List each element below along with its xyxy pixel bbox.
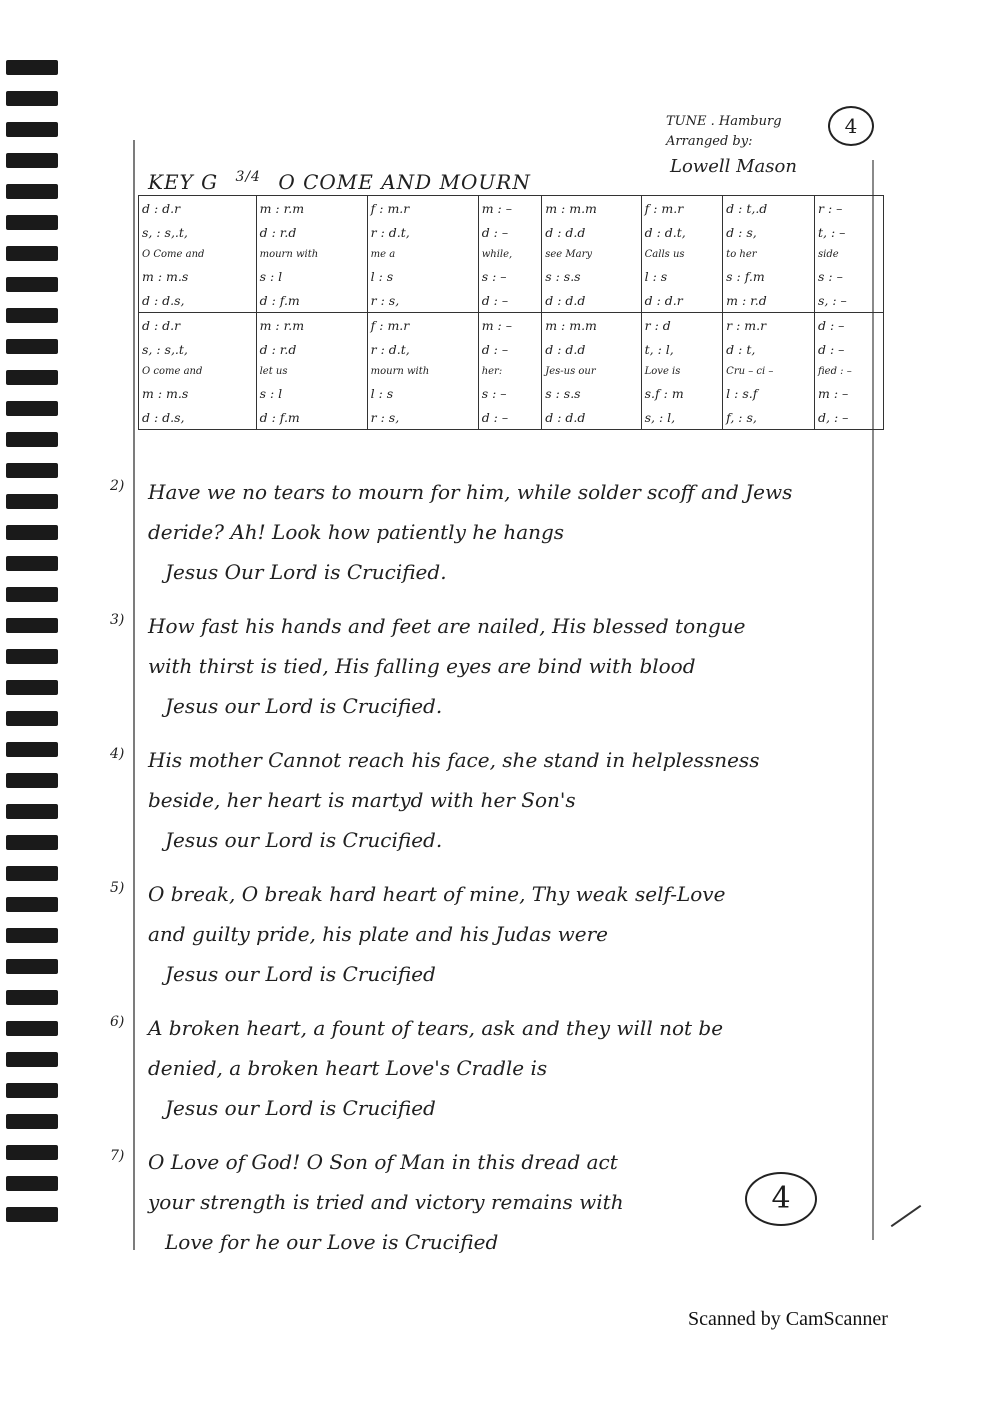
score-row <box>139 381 884 405</box>
verse-number: 5) <box>110 880 125 896</box>
binding-hole <box>6 494 58 509</box>
note-cell: m : r.m <box>256 313 367 338</box>
binding-hole <box>6 432 58 447</box>
score-row <box>139 220 884 244</box>
arranged-by-label: Arranged by: <box>666 134 753 149</box>
binding-hole <box>6 928 58 943</box>
note-cell: t, : l, <box>641 337 723 361</box>
note-cell: m : r.d <box>723 288 815 313</box>
corner-page-number: 4 <box>828 106 874 146</box>
note-cell: d : d.d <box>542 405 641 430</box>
note-cell: m : – <box>478 313 542 338</box>
binding-hole <box>6 60 58 75</box>
note-cell: t, : – <box>815 220 884 244</box>
binding-hole <box>6 215 58 230</box>
binding-hole <box>6 1021 58 1036</box>
binding-hole <box>6 897 58 912</box>
verse-line: deride? Ah! Look how patiently he hangs <box>148 520 565 544</box>
lyric-cell: Calls us <box>641 244 723 264</box>
lyric-cell: to her <box>723 244 815 264</box>
verse-line: Jesus our Lord is Crucified <box>165 1096 436 1120</box>
spiral-binding <box>0 60 62 1260</box>
binding-hole <box>6 959 58 974</box>
binding-hole <box>6 866 58 881</box>
score-row <box>139 264 884 288</box>
note-cell: d : d.s, <box>139 288 257 313</box>
lyric-cell: mourn with <box>256 244 367 264</box>
binding-hole <box>6 773 58 788</box>
note-cell: s : – <box>478 381 542 405</box>
score-row <box>139 361 884 381</box>
note-cell: d, : – <box>815 405 884 430</box>
binding-hole <box>6 91 58 106</box>
verse-line: your strength is tried and victory remains with <box>148 1190 624 1214</box>
verse-line: How fast his hands and feet are nailed, His blessed tongue <box>148 614 746 638</box>
note-cell: s : s.s <box>542 381 641 405</box>
binding-hole <box>6 525 58 540</box>
note-cell: m : – <box>815 381 884 405</box>
note-cell: d : – <box>815 313 884 338</box>
note-cell: m : m.s <box>139 381 257 405</box>
verse-line: Jesus our Lord is Crucified <box>165 962 436 986</box>
verse-line: O break, O break hard heart of mine, Thy weak self-Love <box>148 882 726 906</box>
lyric-cell: O come and <box>139 361 257 381</box>
verse-line: Jesus our Lord is Crucified. <box>165 828 443 852</box>
note-cell: l : s <box>641 264 723 288</box>
score-row <box>139 405 884 430</box>
score-row <box>139 196 884 221</box>
verse-line: with thirst is tied, His falling eyes are bind with blood <box>148 654 696 678</box>
note-cell: d : – <box>478 220 542 244</box>
binding-hole <box>6 246 58 261</box>
binding-hole <box>6 1145 58 1160</box>
note-cell: d : t,.d <box>723 196 815 221</box>
note-cell: d : d.s, <box>139 405 257 430</box>
note-cell: s : l <box>256 264 367 288</box>
key-signature: KEY G <box>148 170 219 194</box>
lyric-cell: fied : – <box>815 361 884 381</box>
binding-hole <box>6 556 58 571</box>
binding-hole <box>6 184 58 199</box>
binding-hole <box>6 1052 58 1067</box>
binding-hole <box>6 990 58 1005</box>
lyric-cell: mourn with <box>367 361 478 381</box>
note-cell: m : – <box>478 196 542 221</box>
note-cell: d : – <box>478 337 542 361</box>
note-cell: d : d.t, <box>641 220 723 244</box>
verse-line: beside, her heart is martyd with her Son's <box>148 788 576 812</box>
song-title: O COME AND MOURN <box>278 170 531 194</box>
note-cell: s, : l, <box>641 405 723 430</box>
note-cell: f : m.r <box>367 313 478 338</box>
verse <box>110 606 880 726</box>
verse <box>110 740 880 860</box>
note-cell: d : d.r <box>139 313 257 338</box>
lyric-cell: Cru – ci – <box>723 361 815 381</box>
note-cell: d : – <box>478 288 542 313</box>
lyric-cell: Jes-us our <box>542 361 641 381</box>
note-cell: m : m.s <box>139 264 257 288</box>
note-cell: d : d.d <box>542 288 641 313</box>
note-cell: d : d.d <box>542 337 641 361</box>
binding-hole <box>6 1176 58 1191</box>
note-cell: d : – <box>478 405 542 430</box>
note-cell: d : t, <box>723 337 815 361</box>
note-cell: m : m.m <box>542 313 641 338</box>
binding-hole <box>6 618 58 633</box>
binding-hole <box>6 680 58 695</box>
binding-hole <box>6 339 58 354</box>
lyric-cell: let us <box>256 361 367 381</box>
note-cell: d : r.d <box>256 337 367 361</box>
score-row <box>139 337 884 361</box>
solfa-score <box>138 195 884 430</box>
binding-hole <box>6 370 58 385</box>
lyric-cell: see Mary <box>542 244 641 264</box>
binding-hole <box>6 711 58 726</box>
lyric-cell: O Come and <box>139 244 257 264</box>
binding-hole <box>6 649 58 664</box>
lyric-cell: side <box>815 244 884 264</box>
verse <box>110 472 880 592</box>
note-cell: l : s <box>367 264 478 288</box>
note-cell: r : – <box>815 196 884 221</box>
verse-number: 2) <box>110 478 125 494</box>
note-cell: r : d.t, <box>367 220 478 244</box>
verse <box>110 1008 880 1128</box>
note-cell: f : m.r <box>641 196 723 221</box>
binding-hole <box>6 1114 58 1129</box>
pen-mark <box>891 1205 922 1227</box>
note-cell: r : d <box>641 313 723 338</box>
verse-line: Jesus Our Lord is Crucified. <box>165 560 447 584</box>
binding-hole <box>6 463 58 478</box>
lyric-cell: while, <box>478 244 542 264</box>
binding-hole <box>6 122 58 137</box>
lyric-cell: Love is <box>641 361 723 381</box>
note-cell: s : f.m <box>723 264 815 288</box>
note-cell: f, : s, <box>723 405 815 430</box>
time-signature: 3/4 <box>235 169 261 185</box>
binding-hole <box>6 401 58 416</box>
binding-hole <box>6 277 58 292</box>
note-cell: r : m.r <box>723 313 815 338</box>
verse-line: Have we no tears to mourn for him, while solder scoff and Jews <box>148 480 793 504</box>
verse-line: His mother Cannot reach his face, she stand in helplessness <box>148 748 760 772</box>
note-cell: r : s, <box>367 405 478 430</box>
scanner-footer: Scanned by CamScanner <box>688 1308 888 1330</box>
note-cell: l : s <box>367 381 478 405</box>
note-cell: f : m.r <box>367 196 478 221</box>
note-cell: s, : s,.t, <box>139 220 257 244</box>
note-cell: s : – <box>478 264 542 288</box>
arranger-name: Lowell Mason <box>670 156 797 177</box>
note-cell: s : – <box>815 264 884 288</box>
note-cell: s : l <box>256 381 367 405</box>
note-cell: d : s, <box>723 220 815 244</box>
lyric-cell: her: <box>478 361 542 381</box>
note-cell: d : f.m <box>256 288 367 313</box>
binding-hole <box>6 153 58 168</box>
note-cell: s, : s,.t, <box>139 337 257 361</box>
binding-hole <box>6 835 58 850</box>
note-cell: r : d.t, <box>367 337 478 361</box>
note-cell: s, : – <box>815 288 884 313</box>
song-title-row <box>148 170 541 194</box>
note-cell: r : s, <box>367 288 478 313</box>
note-cell: s.f : m <box>641 381 723 405</box>
verse-line: A broken heart, a fount of tears, ask and they will not be <box>148 1016 724 1040</box>
verse-number: 3) <box>110 612 125 628</box>
note-cell: m : r.m <box>256 196 367 221</box>
score-row <box>139 244 884 264</box>
verse-number: 7) <box>110 1148 125 1164</box>
note-cell: d : d.r <box>641 288 723 313</box>
verse-number: 6) <box>110 1014 125 1030</box>
verse-line: and guilty pride, his plate and his Judas were <box>148 922 608 946</box>
binding-hole <box>6 742 58 757</box>
verse-line: Love for he our Love is Crucified <box>165 1230 499 1254</box>
score-row <box>139 313 884 338</box>
binding-hole <box>6 1083 58 1098</box>
binding-hole <box>6 804 58 819</box>
lyric-cell: me a <box>367 244 478 264</box>
verse-line: denied, a broken heart Love's Cradle is <box>148 1056 548 1080</box>
note-cell: m : m.m <box>542 196 641 221</box>
verse-number: 4) <box>110 746 125 762</box>
binding-hole <box>6 308 58 323</box>
note-cell: d : r.d <box>256 220 367 244</box>
verse-line: O Love of God! O Son of Man in this dread act <box>148 1150 618 1174</box>
verses <box>110 472 880 1276</box>
note-cell: d : d.r <box>139 196 257 221</box>
score-row <box>139 288 884 313</box>
note-cell: d : f.m <box>256 405 367 430</box>
note-cell: d : – <box>815 337 884 361</box>
page-number: 4 <box>745 1172 817 1226</box>
verse-line: Jesus our Lord is Crucified. <box>165 694 443 718</box>
note-cell: s : s.s <box>542 264 641 288</box>
binding-hole <box>6 587 58 602</box>
note-cell: l : s.f <box>723 381 815 405</box>
binding-hole <box>6 1207 58 1222</box>
note-cell: d : d.d <box>542 220 641 244</box>
verse <box>110 874 880 994</box>
tune-label: TUNE . Hamburg <box>666 114 782 129</box>
